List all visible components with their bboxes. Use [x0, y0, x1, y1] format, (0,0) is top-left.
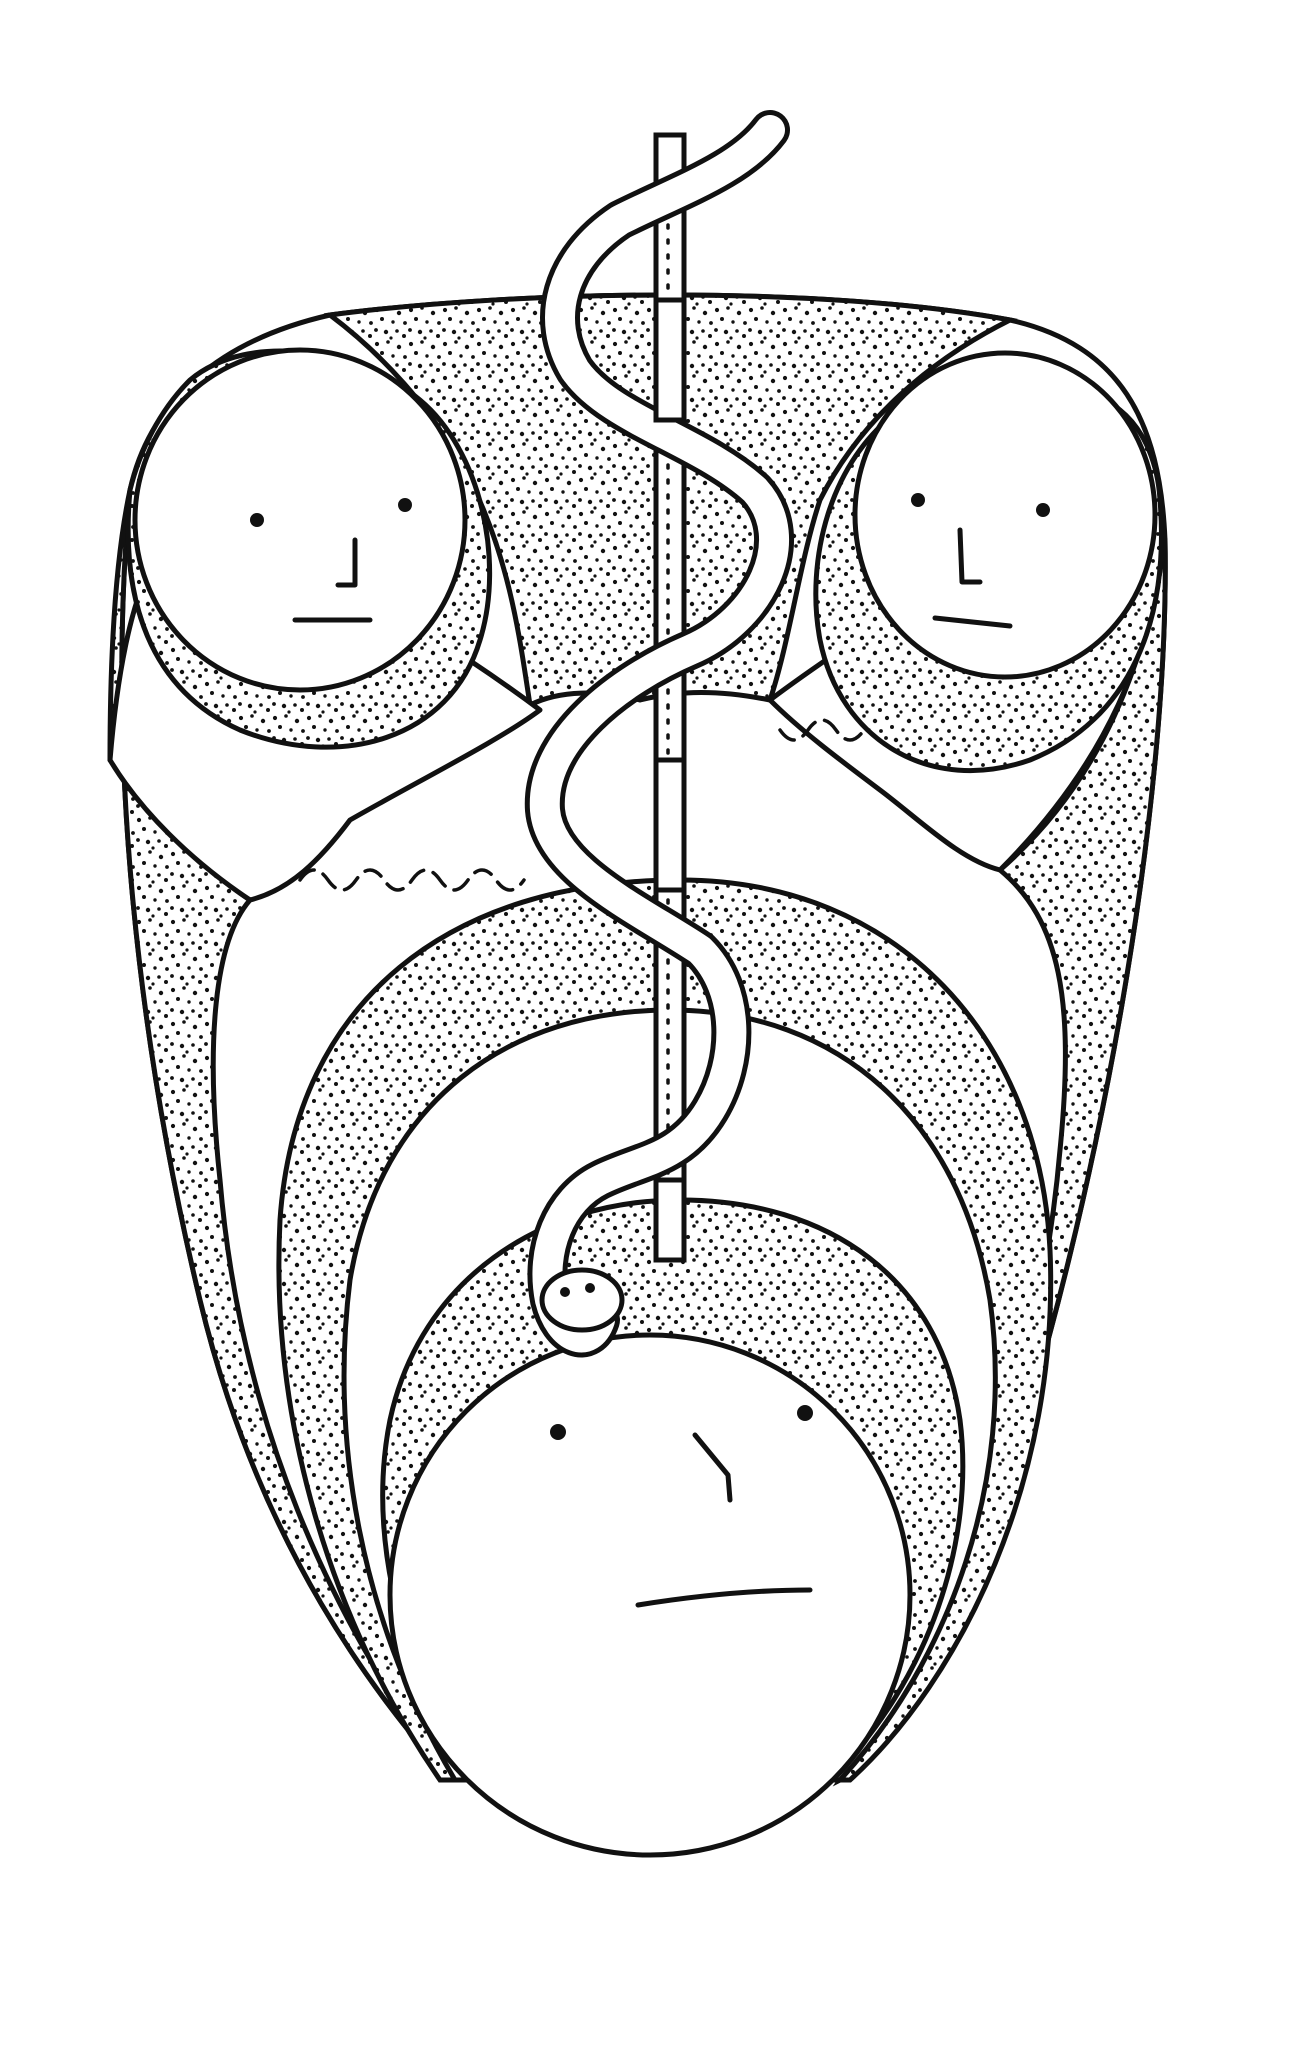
bottom-face-circle [390, 1335, 910, 1855]
right-face-circle [855, 353, 1155, 677]
bottom-face-eye-left [550, 1424, 566, 1440]
snake-head [542, 1270, 622, 1330]
staff-front-segment-1 [656, 300, 684, 420]
bottom-face [390, 1335, 910, 1855]
right-face-eye-left [911, 493, 925, 507]
staff-front-segment-2 [656, 760, 684, 890]
staff-front-segment-3 [656, 1180, 684, 1260]
left-face-eye-right [398, 498, 412, 512]
left-face-eye-left [250, 513, 264, 527]
left-face-circle [135, 350, 465, 690]
snake-eye-right [585, 1283, 595, 1293]
snake-eye-left [560, 1287, 570, 1297]
bottom-face-eye-right [797, 1405, 813, 1421]
right-face-eye-right [1036, 503, 1050, 517]
